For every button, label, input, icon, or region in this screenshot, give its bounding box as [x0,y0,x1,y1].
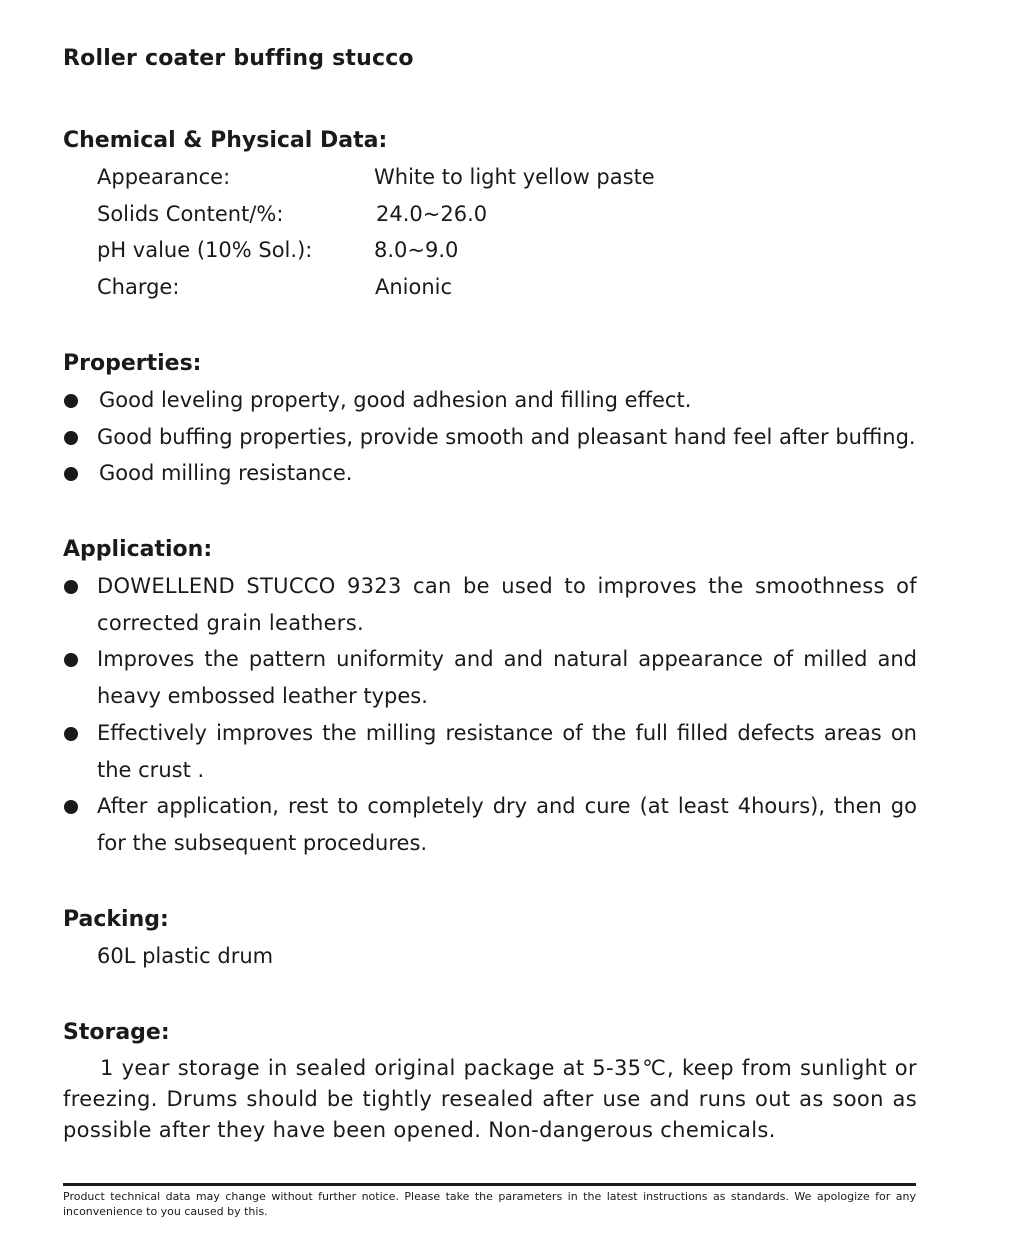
list-item [63,455,917,492]
data-row-ph [63,232,917,269]
list-item [63,568,917,641]
bullet-icon [64,580,78,594]
bullet-icon [64,800,78,814]
application-heading: Application: [63,537,213,562]
list-item [63,715,917,788]
data-label: Charge: [97,275,180,300]
data-label: pH value (10% Sol.): [97,238,313,263]
bullet-icon [64,431,78,445]
storage-heading: Storage: [63,1020,170,1045]
list-item-text: Good buffing properties, provide smooth and pleasant hand feel after buffing. [97,424,916,449]
data-label: Appearance: [97,165,231,189]
list-item-text: Good milling resistance. [99,461,353,486]
storage-section [63,1015,917,1146]
packing-heading: Packing: [63,907,169,932]
properties-section [63,346,917,492]
properties-heading: Properties: [63,351,202,376]
bullet-icon [64,653,78,667]
data-value: Anionic [375,275,453,300]
bullet-icon [64,467,78,481]
list-item-text: After application, rest to completely dry and cure (at least 4hours), then go for the subsequent procedures. [97,794,917,855]
footer-disclaimer: Product technical data may change without further notice. Please take the parameters in the latest instructions as standards. We apologize for any inconvenience to you caused by this. [63,1190,916,1218]
bullet-icon [64,394,78,408]
application-section [63,532,917,862]
data-value: 24.0~26.0 [376,201,488,226]
list-item [63,419,917,456]
data-value: White to light yellow paste [374,165,655,189]
storage-text: 1 year storage in sealed original package at 5-35℃, keep from sunlight or freezing. Drums should be tightly resealed after use and runs out as soon as possible after they have been opened. Non-dangerous chemicals. [63,1056,917,1142]
list-item-text: Improves the pattern uniformity and and natural appearance of milled and heavy embossed leather types. [97,647,917,709]
list-item-text: DOWELLEND STUCCO 9323 can be used to improves the smoothness of corrected grain leathers. [97,574,917,635]
list-item-text: Good leveling property, good adhesion and filling effect. [99,388,692,412]
list-item [63,382,917,419]
packing-text: 60L plastic drum [97,944,274,968]
chemical-physical-section [63,123,917,306]
list-item [63,788,917,861]
list-item-text: Effectively improves the milling resistance of the full filled defects areas on the crust . [97,720,917,782]
data-value: 8.0~9.0 [374,238,459,263]
data-row-solids [63,196,917,233]
packing-section [63,902,917,975]
list-item [63,641,917,714]
footer-divider [63,1183,916,1186]
data-row-charge [63,269,917,306]
bullet-icon [64,727,78,741]
chemical-physical-heading: Chemical & Physical Data: [63,128,388,153]
data-label: Solids Content/%: [97,201,284,226]
data-row-appearance [63,159,917,196]
document-title: Roller coater buffing stucco [63,46,414,71]
